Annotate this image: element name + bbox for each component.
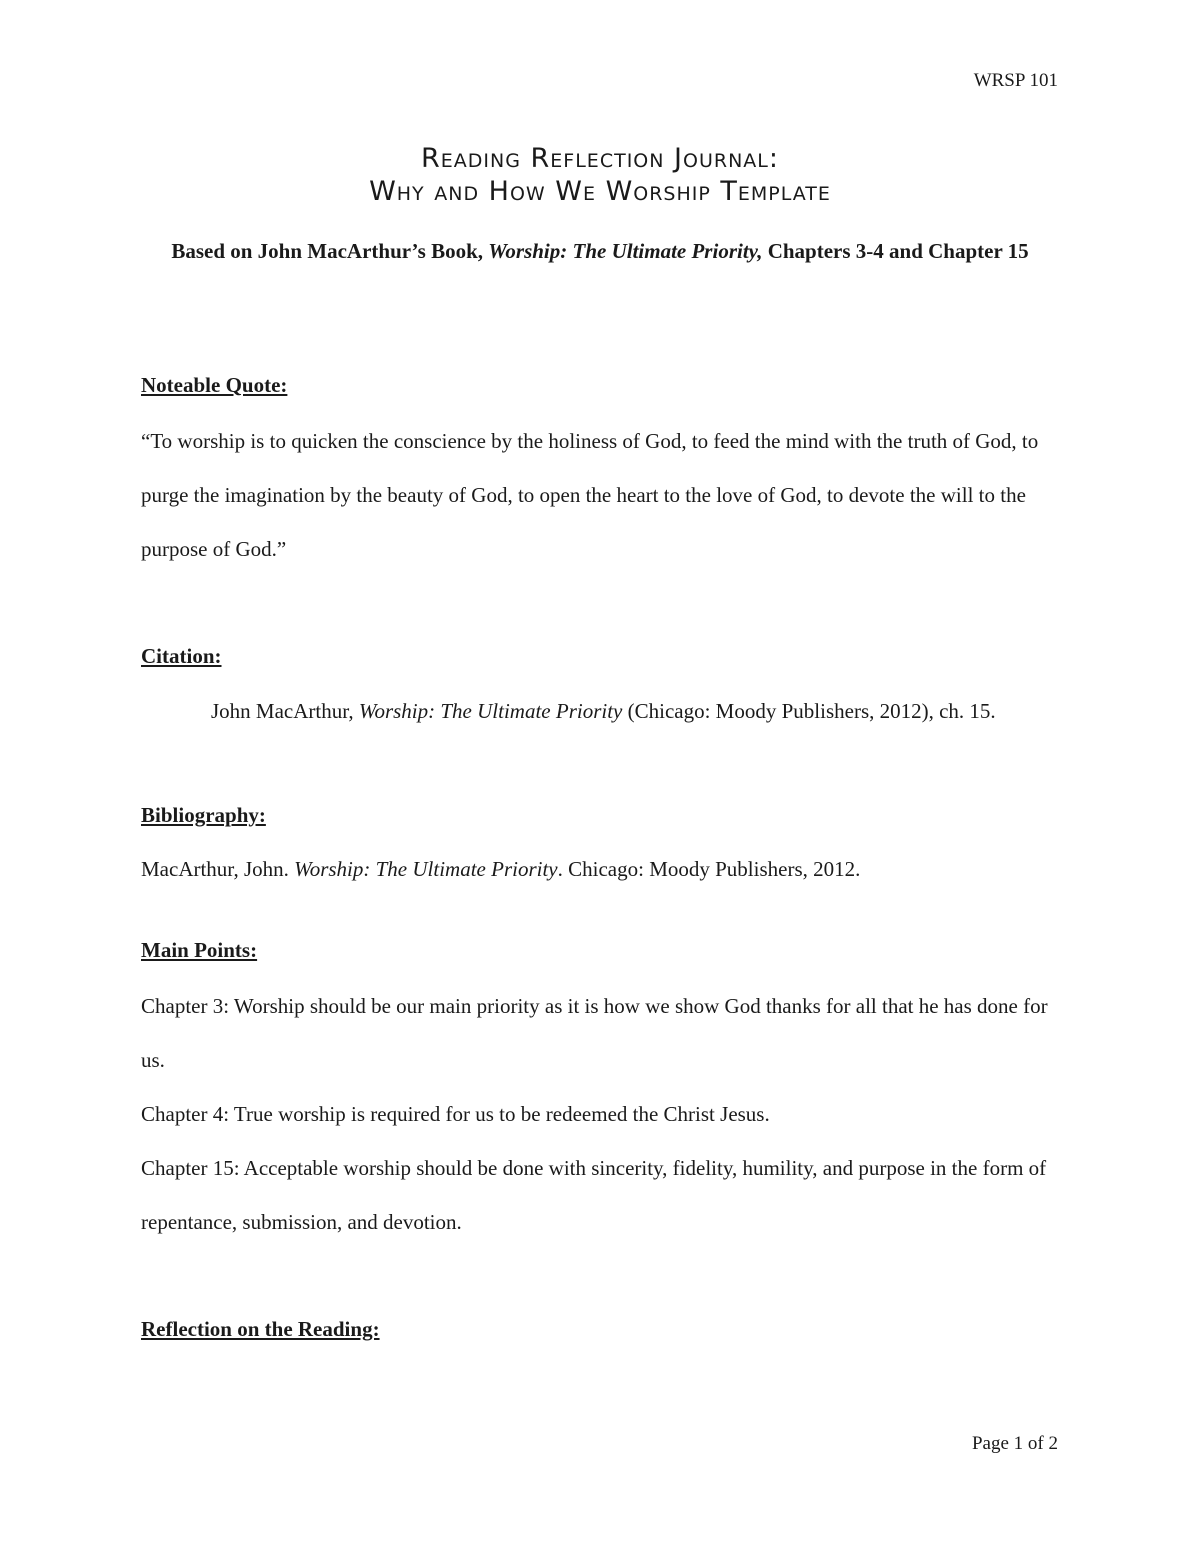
bibliography-prefix: MacArthur, John.	[141, 857, 295, 881]
main-point-item: Chapter 4: True worship is required for us to be redeemed the Christ Jesus.	[141, 1102, 770, 1126]
title-line-1: Reading Reflection Journal:	[421, 143, 779, 174]
subtitle-book-title: Worship: The Ultimate Priority,	[488, 239, 763, 263]
bibliography-suffix: . Chicago: Moody Publishers, 2012.	[557, 857, 861, 881]
citation-prefix: John MacArthur,	[211, 699, 359, 723]
subtitle-suffix: Chapters 3-4 and Chapter 15	[762, 239, 1029, 263]
main-points-list	[141, 979, 1061, 1249]
title-line-2: Why and How We Worship Template	[369, 176, 831, 207]
course-code: WRSP 101	[973, 70, 1058, 91]
page-number: Page 1 of 2	[971, 1433, 1058, 1454]
subtitle-prefix: Based on John MacArthur’s Book,	[171, 239, 489, 263]
quote-heading: Noteable Quote:	[141, 373, 288, 397]
bibliography-book-title: Worship: The Ultimate Priority	[294, 857, 558, 881]
citation-text	[141, 698, 1061, 725]
citation-heading: Citation:	[141, 644, 222, 668]
citation-suffix: (Chicago: Moody Publishers, 2012), ch. 15.	[622, 699, 996, 723]
citation-book-title: Worship: The Ultimate Priority	[358, 699, 623, 723]
main-point-item: Chapter 15: Acceptable worship should be done with sincerity, fidelity, humility, and purpose in the form of repentance, submission, and devotion.	[141, 1156, 1047, 1234]
document-subtitle	[150, 236, 1050, 266]
quote-text: “To worship is to quicken the conscience by the holiness of God, to feed the mind with the truth of God, to purge the imagination by the beauty of God, to open the heart to the love of God, to devote the will to the purpose of God.”	[141, 429, 1039, 561]
document-title	[0, 142, 1200, 208]
reflection-heading: Reflection on the Reading:	[141, 1317, 380, 1341]
main-point-item: Chapter 3: Worship should be our main priority as it is how we show God thanks for all that he has done for us.	[141, 994, 1048, 1072]
bibliography-heading: Bibliography:	[141, 803, 266, 827]
main-points-heading: Main Points:	[141, 938, 258, 962]
bibliography-text	[141, 857, 1061, 882]
